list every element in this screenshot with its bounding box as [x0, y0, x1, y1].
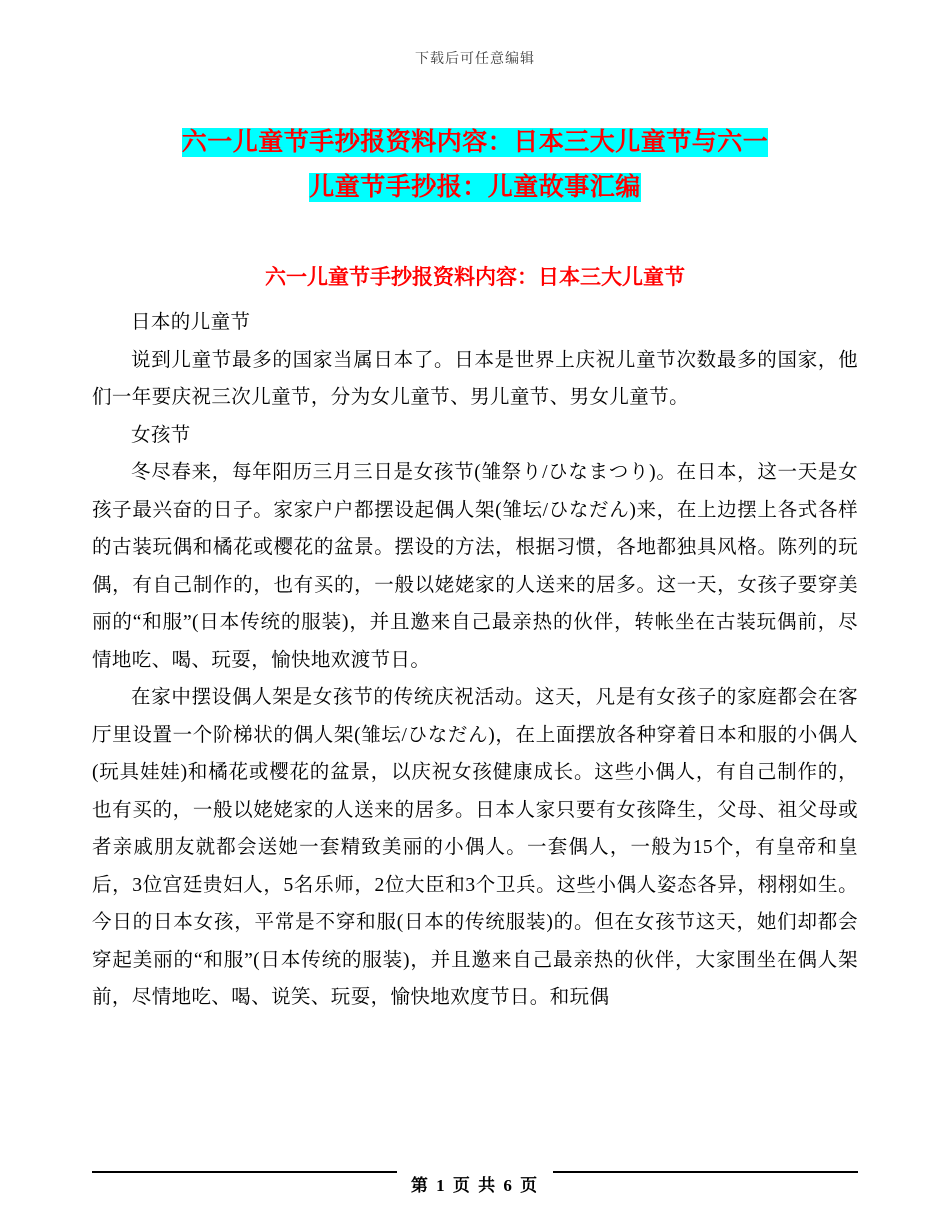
- paragraph: 日本的儿童节: [131, 312, 251, 333]
- body-content: [92, 304, 858, 1017]
- page-footer: [0, 1169, 950, 1194]
- paragraph: 女孩节: [131, 424, 191, 446]
- paragraph: 在家中摆设偶人架是女孩节的传统庆祝活动。这天，凡是有女孩子的家庭都会在客厅里设置一个阶梯状的偶人架(雏坛/ひなだん)，在上面摆放各种穿着日本和服的小偶人(玩具娃娃)和橘花或樱花的盆景，以庆祝女孩健康成长。这些小偶人，有自己制作的，也有买的，一般以姥姥家的人送来的居多。日本人家只要有女孩降生，父母、祖父母或者亲戚朋友就都会送她一套精致美丽的小偶人。一套偶人，一般为15个，有皇帝和皇后，3位宫廷贵妇人，5名乐师，2位大臣和3个卫兵。这些小偶人姿态各异，栩栩如生。今日的日本女孩，平常是不穿和服(日本的传统服装)的。但在女孩节这天，她们却都会穿起美丽的“和服”(日本传统的服装)，并且邀来自己最亲热的伙伴，大家围坐在偶人架前，尽情地吃、喝、说笑、玩耍，愉快地欢度节日。和玩偶: [92, 687, 858, 1008]
- section-heading: 六一儿童节手抄报资料内容：日本三大儿童节: [265, 265, 685, 289]
- document-title-line-1: [92, 120, 858, 165]
- document-title-line-2: [92, 165, 858, 210]
- document-title-line-1-text: 六一儿童节手抄报资料内容：日本三大儿童节与六一: [181, 129, 769, 156]
- page-number: 第 1 页 共 6 页: [397, 1171, 553, 1196]
- header-note: 下载后可任意编辑: [415, 50, 535, 66]
- paragraph: 冬尽春来，每年阳历三月三日是女孩节(雏祭り/ひなまつり)。在日本，这一天是女孩子最兴奋的日子。家家户户都摆设起偶人架(雏坛/ひなだん)来，在上边摆上各式各样的古装玩偶和橘花或樱花的盆景。摆设的方法，根据习惯，各地都独具风格。陈列的玩偶，有自己制作的，也有买的，一般以姥姥家的人送来的居多。这一天，女孩子要穿美丽的“和服”(日本传统的服装)，并且邀来自己最亲热的伙伴，转帐坐在古装玩偶前，尽情地吃、喝、玩耍，愉快地欢渡节日。: [92, 462, 858, 671]
- paragraph: 说到儿童节最多的国家当属日本了。日本是世界上庆祝儿童节次数最多的国家，他们一年要庆祝三次儿童节，分为女儿童节、男儿童节、男女儿童节。: [92, 349, 858, 408]
- document-title: [92, 120, 858, 210]
- document-title-line-2-text: 儿童节手抄报：儿童故事汇编: [309, 174, 641, 201]
